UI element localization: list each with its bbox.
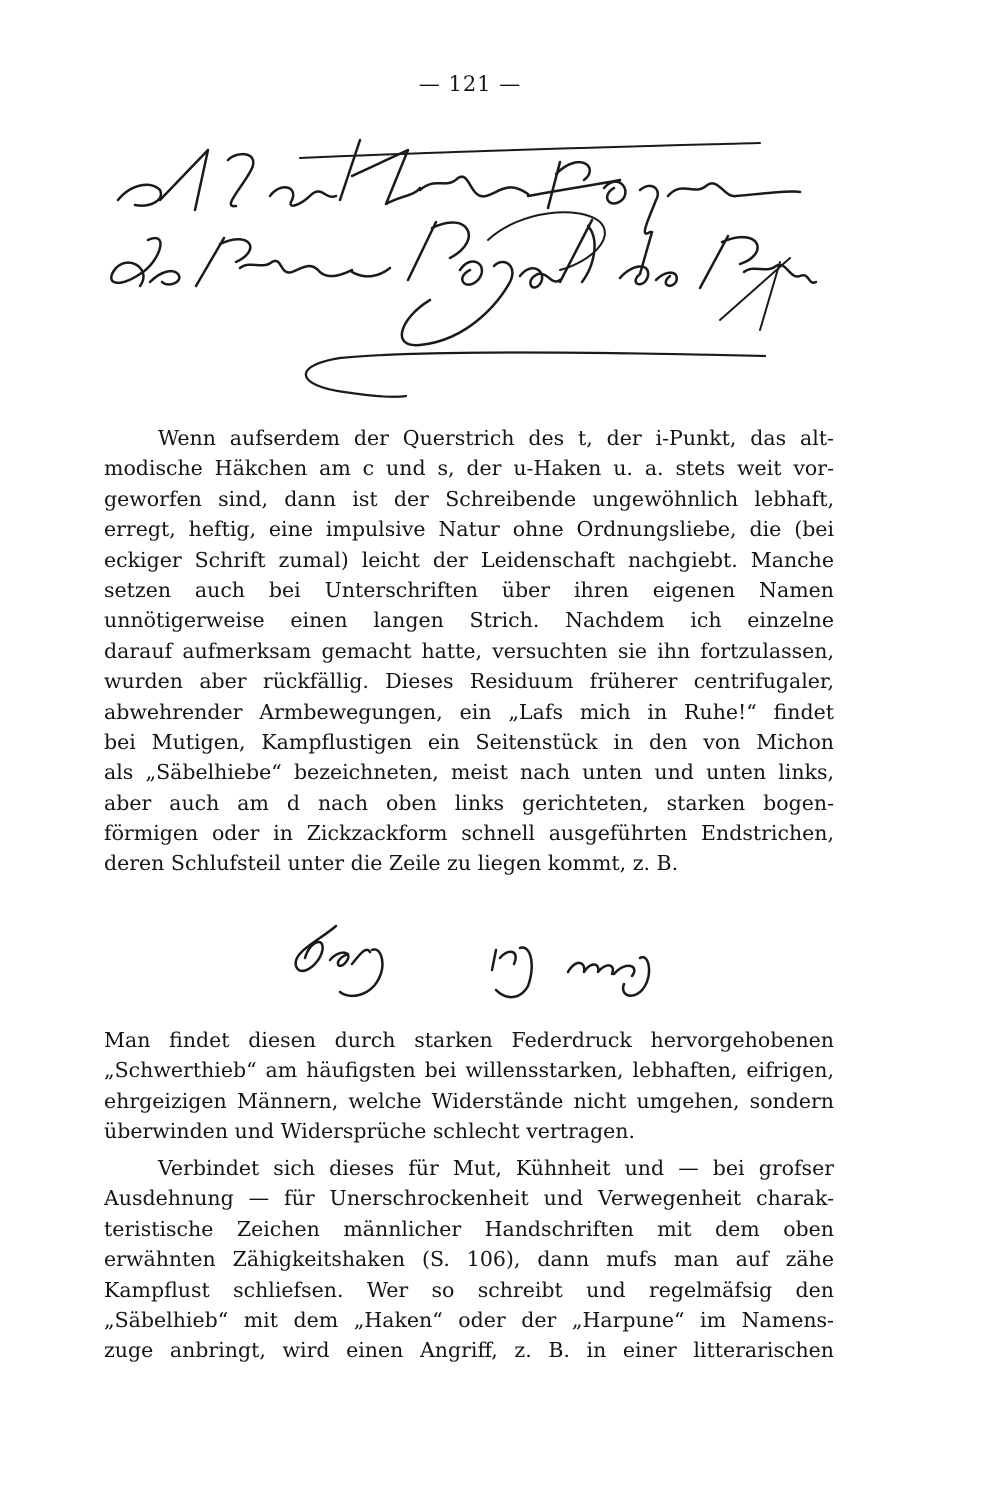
text-line: teristische Zeichen männlicher Handschriften mit dem oben	[104, 1216, 834, 1241]
text-line: aber auch am d nach oben links gerichteten, starken bogen-	[104, 790, 834, 815]
text-line: darauf aufmerksam gemacht hatte, versuchten sie ihn fortzulassen,	[104, 638, 834, 663]
text-line: geworfen sind, dann ist der Schreibende ungewöhnlich lebhaft,	[104, 486, 834, 511]
text-line: förmigen oder in Zickzackform schnell ausgeführten Endstrichen,	[104, 821, 834, 846]
text-line: „Säbelhieb“ mit dem „Haken“ oder der „Harpune“ im Namens-	[104, 1307, 834, 1332]
text-line: „Schwerthieb“ am häufigsten bei willensstarken, lebhaften, eifrigen,	[104, 1058, 834, 1083]
page-number: — 121 —	[418, 72, 522, 96]
text-line: erregt, heftig, eine impulsive Natur ohne Ordnungsliebe, die (bei	[104, 517, 834, 542]
text-line: deren Schlufsteil unter die Zeile zu liegen kommt, z. B.	[104, 851, 679, 876]
text-line: Verbindet sich dieses für Mut, Kühnheit und — bei grofser	[158, 1156, 834, 1180]
text-line: ehrgeizigen Männern, welche Widerstände nicht umgehen, sondern	[104, 1088, 834, 1113]
text-line: überwinden und Widersprüche schlecht vertragen.	[104, 1119, 635, 1144]
text-line: zuge anbringt, wird einen Angriff, z. B. in einer litterarischen	[104, 1338, 834, 1363]
text-line: erwähnten Zähigkeitshaken (S. 106), dann mufs man auf zähe	[104, 1247, 834, 1272]
text-line: Man findet diesen durch starken Federdruck hervorgehobenen	[104, 1028, 834, 1052]
text-line: Kampflust schliefsen. Wer so schreibt und regelmäfsig den	[104, 1277, 834, 1302]
text-line: bei Mutigen, Kampflustigen ein Seitenstück in den von Michon	[104, 729, 834, 754]
text-line: wurden aber rückfällig. Dieses Residuum früherer centrifugaler,	[104, 669, 834, 694]
text-line: Wenn aufserdem der Querstrich des t, der i-Punkt, das alt-	[158, 426, 834, 450]
text-line: modische Häkchen am c und s, der u-Haken u. a. stets weit vor-	[104, 456, 834, 481]
text-line: eckiger Schrift zumal) leicht der Leidenschaft nachgiebt. Manche	[104, 547, 834, 572]
text-line: abwehrender Armbewegungen, ein „Lafs mich in Ruhe!“ findet	[104, 699, 834, 724]
text-line: als „Säbelhiebe“ bezeichneten, meist nach unten und unten links,	[104, 760, 834, 785]
paragraph-2	[104, 1025, 834, 1147]
text-line: Ausdehnung — für Unerschrockenheit und Verwegenheit charak-	[104, 1186, 834, 1211]
paragraph-1	[104, 423, 834, 879]
text-line: unnötigerweise einen langen Strich. Nachdem ich einzelne	[104, 608, 834, 633]
paragraph-3	[104, 1153, 834, 1366]
text-line: setzen auch bei Unterschriften über ihren eigenen Namen	[104, 577, 834, 602]
